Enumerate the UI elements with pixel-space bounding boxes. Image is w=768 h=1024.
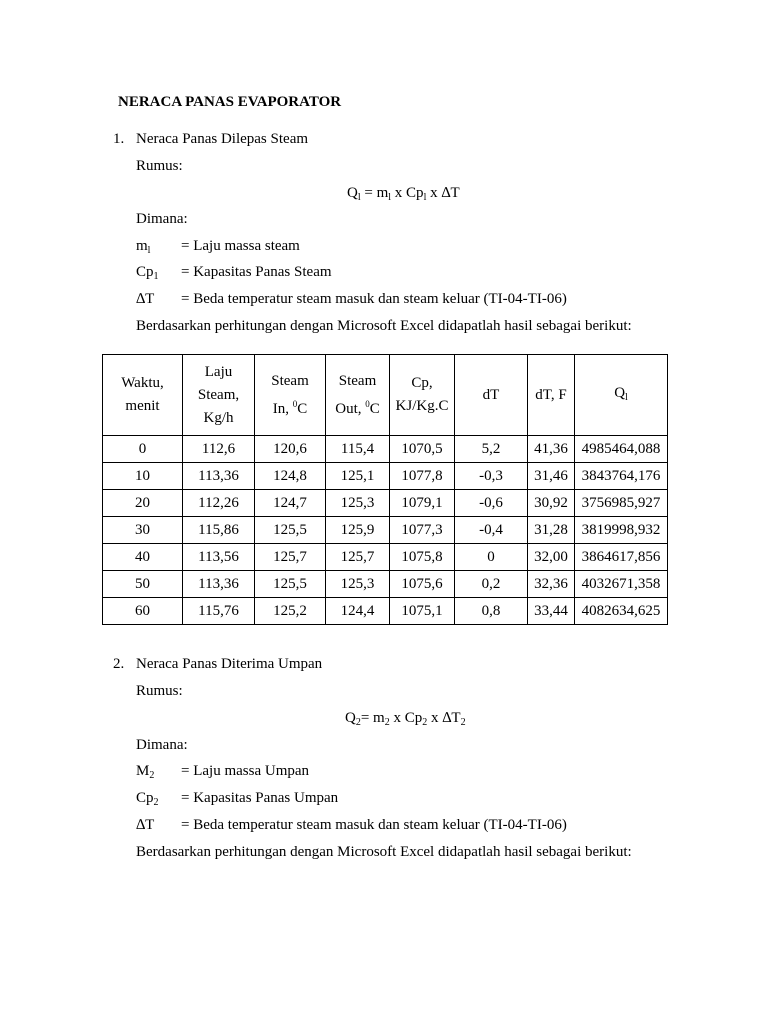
section-1-heading: Neraca Panas Dilepas Steam (136, 131, 309, 147)
definition-text: = Laju massa steam (181, 238, 300, 254)
section-2-formula: $Q_2= m_2$ x $Cp_2$ x $\Delta T_2$ (345, 710, 466, 728)
definition-text: = Beda temperatur steam masuk dan steam keluar (TI-04-TI-06) (181, 817, 567, 833)
section-2-result-text: Berdasarkan perhitungan dengan Microsoft Excel didapatlah hasil sebagai berikut: (136, 844, 632, 860)
header-laju-steam: Laju Steam, Kg/h (183, 355, 255, 436)
table-cell: 50 (103, 571, 183, 598)
header-dt: dT (455, 355, 528, 436)
section-2-heading: Neraca Panas Diterima Umpan (136, 656, 323, 672)
table-cell: 112,6 (183, 436, 255, 463)
page-title: NERACA PANAS EVAPORATOR (118, 94, 342, 110)
table-cell: 115,86 (183, 517, 255, 544)
header-waktu: Waktu, menit (103, 355, 183, 436)
table-cell: 1070,5 (390, 436, 455, 463)
definition-symbol: $Cp_1$ (136, 264, 159, 282)
table-cell: 1075,6 (390, 571, 455, 598)
table-cell: -0,6 (455, 490, 528, 517)
table-cell: 1075,8 (390, 544, 455, 571)
table-cell: 3756985,927 (575, 490, 668, 517)
definition-symbol: $Cp_2$ (136, 790, 159, 808)
table-cell: 125,1 (326, 463, 390, 490)
table-cell: 124,4 (326, 598, 390, 625)
section-2-dimana: Dimana: (136, 737, 188, 753)
table-cell: 32,00 (528, 544, 575, 571)
table-row (103, 571, 668, 598)
table-cell: 125,9 (326, 517, 390, 544)
table-row (103, 544, 668, 571)
header-dt-f: dT, F (528, 355, 575, 436)
section-1-rumus-label: Rumus: (136, 158, 183, 174)
table-cell: 115,4 (326, 436, 390, 463)
definition-text: = Kapasitas Panas Umpan (181, 790, 339, 806)
table-cell: 30 (103, 517, 183, 544)
table-cell: 113,36 (183, 463, 255, 490)
table-cell: 5,2 (455, 436, 528, 463)
table-row (103, 436, 668, 463)
definition-symbol: $M_2$ (136, 763, 155, 781)
definition-symbol: $m_l$ (136, 238, 151, 256)
section-1-formula: $Q_l = m_l$ x $Cp_l$ x ∆T (347, 185, 460, 203)
section-1-number: 1. (113, 131, 125, 147)
table-cell: -0,3 (455, 463, 528, 490)
table-cell: 40 (103, 544, 183, 571)
table-cell: 0,8 (455, 598, 528, 625)
table-row (103, 463, 668, 490)
table-row (103, 517, 668, 544)
table-cell: 20 (103, 490, 183, 517)
section-1-dimana: Dimana: (136, 211, 188, 227)
definition-text: = Laju massa Umpan (181, 763, 310, 779)
table-cell: 4082634,625 (575, 598, 668, 625)
table-cell: -0,4 (455, 517, 528, 544)
table-cell: 3864617,856 (575, 544, 668, 571)
table-header-row (103, 355, 668, 436)
table-cell: 3819998,932 (575, 517, 668, 544)
table-cell: 113,36 (183, 571, 255, 598)
table-cell: 1079,1 (390, 490, 455, 517)
table-cell: 125,3 (326, 490, 390, 517)
table-cell: 1075,1 (390, 598, 455, 625)
header-q: $Q_l$ (575, 355, 668, 436)
table-cell: 60 (103, 598, 183, 625)
table-cell: 32,36 (528, 571, 575, 598)
table-cell: 30,92 (528, 490, 575, 517)
table-cell: 125,5 (255, 571, 326, 598)
table-cell: 125,2 (255, 598, 326, 625)
table-cell: 31,46 (528, 463, 575, 490)
table-cell: 33,44 (528, 598, 575, 625)
definition-text: = Beda temperatur steam masuk dan steam keluar (TI-04-TI-06) (181, 291, 567, 307)
table-cell: 10 (103, 463, 183, 490)
table-cell: 0 (455, 544, 528, 571)
section-2-number: 2. (113, 656, 125, 672)
table-cell: 112,26 (183, 490, 255, 517)
table-cell: 120,6 (255, 436, 326, 463)
table-cell: 125,7 (326, 544, 390, 571)
table-cell: 4032671,358 (575, 571, 668, 598)
table-cell: 4985464,088 (575, 436, 668, 463)
definition-symbol: ∆T (136, 291, 155, 307)
table-cell: 125,5 (255, 517, 326, 544)
table-row (103, 490, 668, 517)
steam-heat-table (102, 354, 668, 625)
table-cell: 0,2 (455, 571, 528, 598)
table-cell: 1077,3 (390, 517, 455, 544)
table-cell: 113,56 (183, 544, 255, 571)
table-cell: 124,7 (255, 490, 326, 517)
table-cell: 31,28 (528, 517, 575, 544)
table-cell: 125,3 (326, 571, 390, 598)
definition-text: = Kapasitas Panas Steam (181, 264, 332, 280)
section-2-rumus-label: Rumus: (136, 683, 183, 699)
table-row (103, 598, 668, 625)
header-cp: Cp, KJ/Kg.C (390, 355, 455, 436)
table-cell: 124,8 (255, 463, 326, 490)
section-1-result-text: Berdasarkan perhitungan dengan Microsoft Excel didapatlah hasil sebagai berikut: (136, 318, 632, 334)
table-cell: 41,36 (528, 436, 575, 463)
table-cell: 125,7 (255, 544, 326, 571)
header-steam-in: Steam In, $^0$C (255, 355, 326, 436)
table-cell: 3843764,176 (575, 463, 668, 490)
table-cell: 1077,8 (390, 463, 455, 490)
header-steam-out: Steam Out, $^0$C (326, 355, 390, 436)
table-cell: 0 (103, 436, 183, 463)
definition-symbol: ∆T (136, 817, 155, 833)
table-cell: 115,76 (183, 598, 255, 625)
